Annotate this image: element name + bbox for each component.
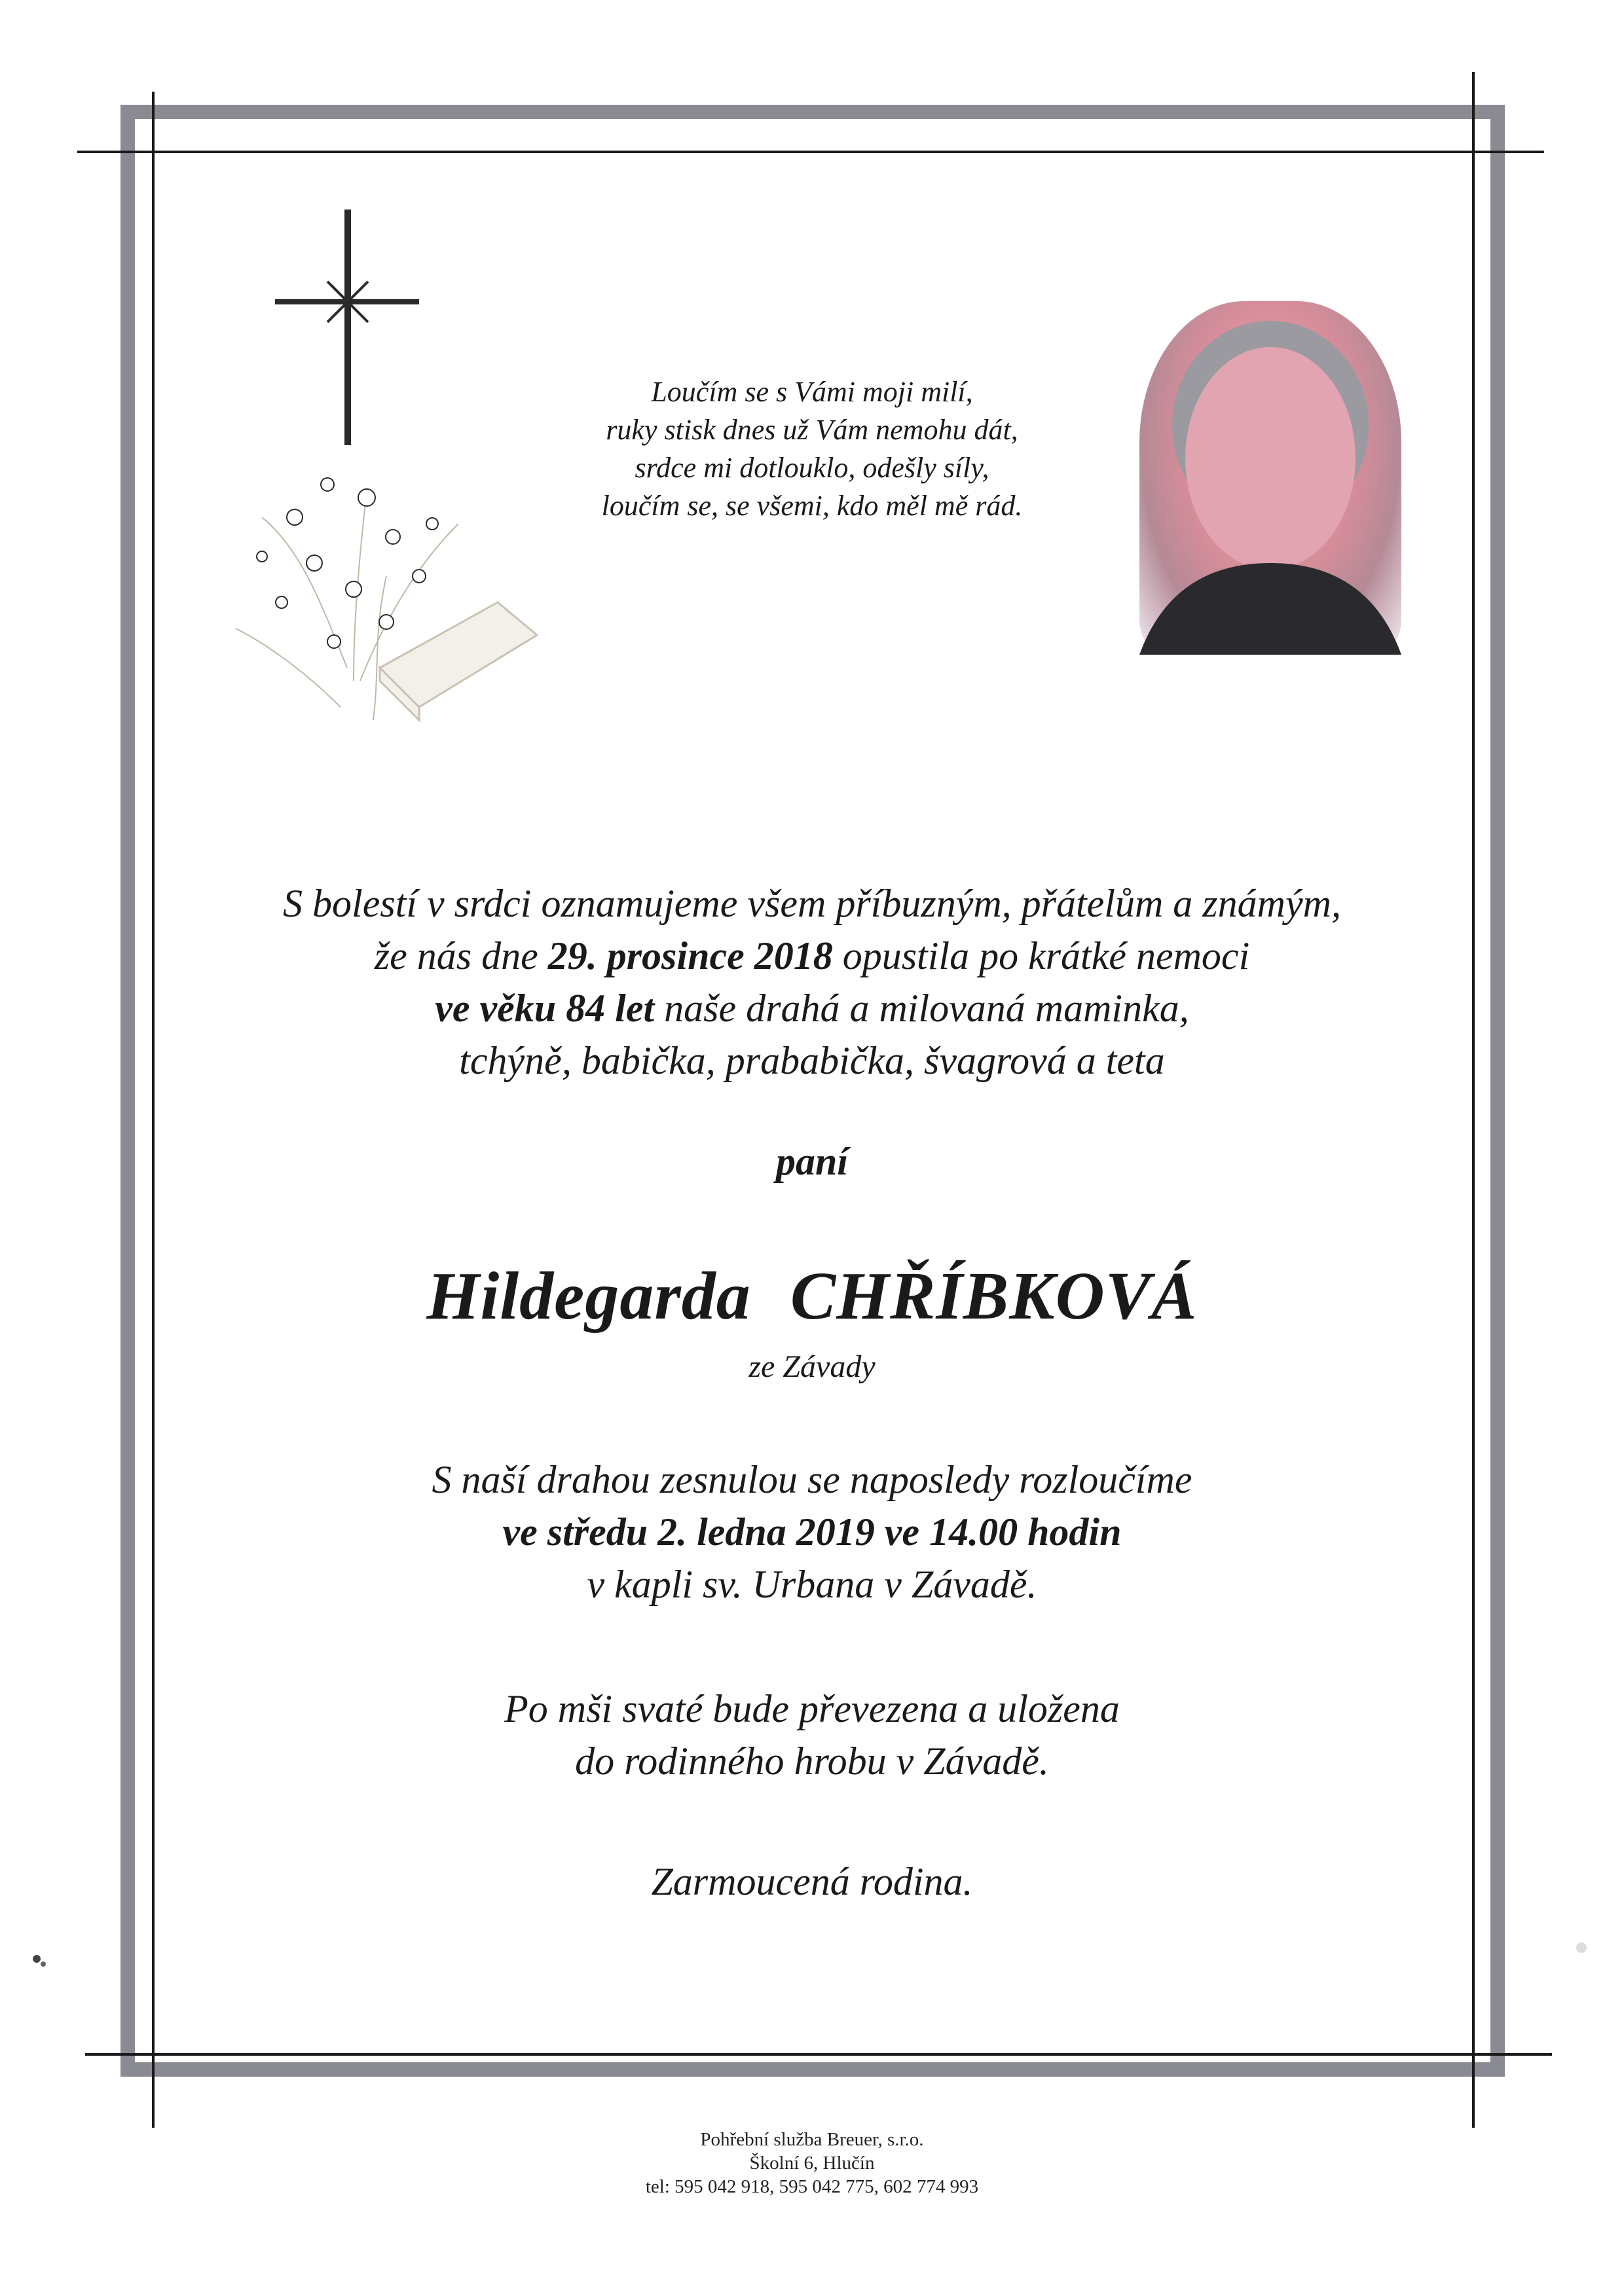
announcement-text: že nás dne — [374, 934, 548, 977]
verse-line: ruky stisk dnes už Vám nemohu dát, — [606, 414, 1018, 446]
farewell-location: v kapli sv. Urbana v Závadě. — [587, 1563, 1037, 1606]
farewell-verse — [511, 373, 1113, 525]
farewell-details — [131, 1453, 1493, 1611]
deceased-origin: ze Závady — [748, 1349, 876, 1384]
death-announcement — [131, 877, 1493, 1087]
burial-line: do rodinného hrobu v Závadě. — [575, 1740, 1049, 1783]
announcement-text: opustila po krátké nemoci — [832, 934, 1250, 977]
age-at-death: ve věku 84 let — [435, 987, 655, 1030]
portrait-figure — [1139, 301, 1401, 655]
scan-smudge — [1565, 1931, 1598, 1964]
frame-top-rule — [77, 151, 1544, 153]
burial-info — [131, 1683, 1493, 1787]
cross-icon — [275, 210, 419, 445]
death-date: 29. prosince 2018 — [547, 934, 833, 977]
honorific: paní — [775, 1140, 849, 1183]
announcement-line-3 — [131, 982, 1493, 1034]
announcement-text: naše drahá a milovaná maminka, — [654, 987, 1189, 1030]
footer-phone: tel: 595 042 918, 595 042 775, 602 774 993 — [645, 2176, 979, 2197]
frame-right-rule — [1472, 72, 1475, 2128]
surname: CHŘÍBKOVÁ — [790, 1258, 1198, 1334]
first-name: Hildegarda — [426, 1258, 751, 1334]
announcement-line-2 — [131, 930, 1493, 982]
burial-line: Po mši svaté bude převezena a uložena — [504, 1687, 1120, 1730]
scan-smudge — [24, 1944, 56, 1977]
announcement-line-4: tchýně, babička, prababička, švagrová a teta — [459, 1039, 1165, 1082]
deceased-name — [131, 1257, 1493, 1335]
portrait-photo — [1139, 301, 1401, 655]
announcement-line-1: S bolestí v srdci oznamujeme všem příbuzným, přátelům a známým, — [283, 882, 1341, 925]
verse-line: loučím se, se všemi, kdo měl mě rád. — [601, 490, 1023, 522]
farewell-datetime: ve středu 2. ledna 2019 ve 14.00 hodin — [502, 1510, 1122, 1554]
blossoms — [257, 478, 438, 648]
footer-address: Školní 6, Hlučín — [749, 2153, 875, 2174]
funeral-service-footer — [131, 2128, 1493, 2198]
frame-bottom-rule — [85, 2053, 1552, 2056]
footer-company: Pohřební služba Breuer, s.r.o. — [700, 2129, 924, 2150]
frame-left-rule — [152, 92, 155, 2128]
book-icon — [380, 602, 537, 720]
family-signature: Zarmoucená rodina. — [651, 1860, 973, 1903]
farewell-line-1: S naší drahou zesnulou se naposledy rozloučíme — [432, 1458, 1192, 1501]
verse-line: Loučím se s Vámi moji milí, — [651, 376, 973, 408]
verse-line: srdce mi dotlouklo, odešly síly, — [635, 452, 989, 484]
